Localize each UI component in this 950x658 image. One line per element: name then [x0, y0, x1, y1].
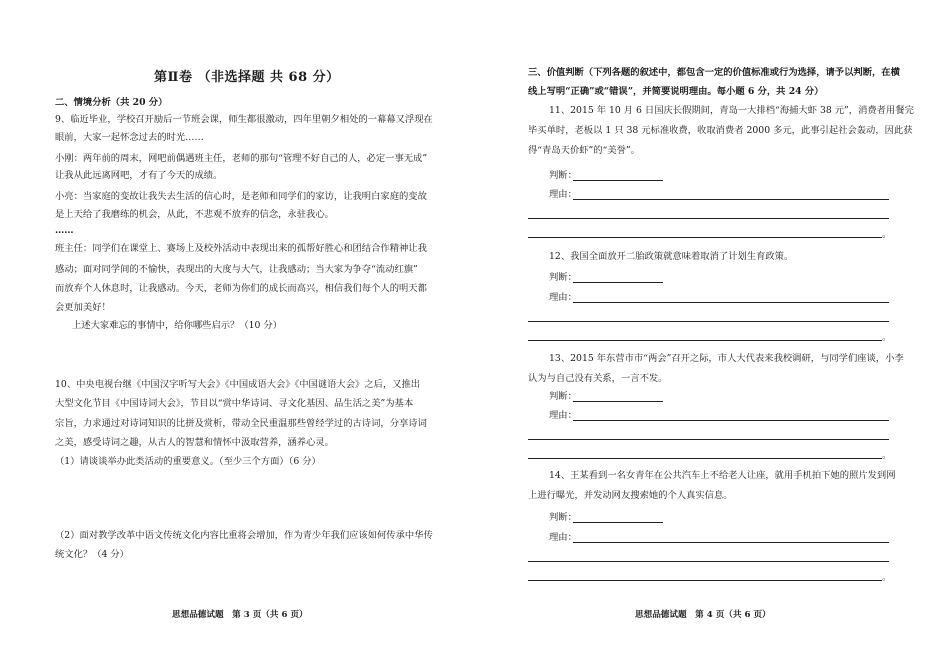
q9-line: 是上天给了我磨练的机会，从此，不悲观不放弃的信念，永驻我心。 — [55, 209, 334, 220]
q13-reason-blank[interactable] — [573, 420, 889, 421]
q9-line: 让我从此远离网吧，才有了今天的成绩。 — [55, 170, 223, 181]
q14-answer-line[interactable] — [528, 580, 882, 581]
q14-reason-blank[interactable] — [573, 542, 889, 543]
section-2-header: 二、情境分析（共 20 分） — [55, 97, 168, 108]
q11-answer-line[interactable] — [528, 237, 882, 238]
q13-line: 13、2015 年东营市市“两会”召开之际，市人大代表来我校调研，与同学们座谈，小李 — [549, 353, 904, 364]
q13-line: 认为与自己没有关系，一言不发。 — [528, 373, 668, 384]
end-period: 。 — [882, 332, 892, 343]
part-two-title: 第Ⅱ卷 （非选择题 共 68 分） — [154, 70, 340, 85]
judge-label: 判断： — [549, 512, 577, 523]
q9-line: 小刚：两年前的周末，网吧前偶遇班主任，老师的那句“管理不好自己的人，必定一事无成” — [55, 153, 428, 164]
q12-judge-blank[interactable] — [573, 282, 663, 283]
q10-sub1: （1）请谈谈举办此类活动的重要意义。（至少三个方面）（6 分） — [55, 456, 321, 467]
q13-answer-line[interactable] — [528, 458, 882, 459]
page-footer-4: 思想品德试题 第 4 页（共 6 页） — [635, 610, 771, 620]
q12-reason-blank[interactable] — [573, 302, 889, 303]
q13-answer-line[interactable] — [528, 439, 889, 440]
q11-reason-blank[interactable] — [573, 199, 889, 200]
judge-label: 判断： — [549, 170, 577, 181]
end-period: 。 — [882, 572, 892, 583]
q10-line: 宗旨，力求通过对诗词知识的比拼及赏析，带动全民重温那些曾经学过的古诗词，分享诗词 — [55, 418, 427, 429]
q11-line: 11、2015 年 10 月 6 日国庆长假期间，青岛一大排档“海捕大虾 38 元”，消费者用餐完 — [549, 105, 914, 116]
q11-answer-line[interactable] — [528, 218, 889, 219]
end-period: 。 — [882, 450, 892, 461]
q9-line: 而放弃个人休息时，让我感动。今天，老师为你们的成长而高兴，相信我们每个人的明天都 — [55, 283, 427, 294]
q9-prompt: 上述大家难忘的事情中，给你哪些启示？（10 分） — [72, 320, 283, 331]
q9-line: 感动；面对同学间的不愉快，表现出的大度与大气，让我感动；当大家为争夺“流动红旗” — [55, 264, 418, 275]
q11-judge-blank[interactable] — [573, 180, 663, 181]
reason-label: 理由： — [549, 292, 577, 303]
q14-judge-blank[interactable] — [573, 522, 663, 523]
judge-label: 判断： — [549, 272, 577, 283]
section-3-header: 三、价值判断（下列各题的叙述中，都包含一定的价值标准或行为选择，请予以判断，在横 — [528, 67, 900, 78]
page-footer-3: 思想品德试题 第 3 页（共 6 页） — [172, 610, 308, 620]
q14-answer-line[interactable] — [528, 561, 889, 562]
q9-line: 眼前，大家一起怀念过去的时光…… — [55, 132, 204, 143]
q12-line: 12、我国全面放开二胎政策就意味着取消了计划生育政策。 — [549, 251, 794, 262]
q9-line: 班主任：同学们在课堂上、赛场上及校外活动中表现出来的孤帮好胜心和团结合作精神让我 — [55, 243, 427, 254]
q9-line: …… — [55, 225, 74, 236]
q10-line: 大型文化节目《中国诗词大会》，节目以“赏中华诗词、寻文化基因、品生活之美”为基本 — [55, 398, 414, 409]
end-period: 。 — [882, 229, 892, 240]
section-3-header: 线上写明“正确”或“错误”，并简要说明理由。每小题 6 分，共 24 分） — [528, 86, 824, 97]
right-page — [475, 0, 950, 658]
q10-sub2-line: 统文化？（4 分） — [55, 549, 129, 560]
q9-line: 9、临近毕业，学校召开励后一节班会课，师生都很激动，四年里朝夕相处的一幕幕又浮现在 — [55, 114, 433, 125]
q9-line: 会更加美好！ — [55, 302, 111, 313]
q11-line: 得“青岛天价虾”的“美誉”。 — [528, 145, 640, 156]
q11-line: 毕买单时，老板以 1 只 38 元标准收费，收取消费者 2000 多元，此事引起社会轰动，因此获 — [528, 125, 913, 136]
q13-judge-blank[interactable] — [573, 401, 663, 402]
q14-line: 上进行曝光，并发动网友搜索她的个人真实信息。 — [528, 490, 733, 501]
q9-line: 小亮：当家庭的变故让我失去生活的信心时，是老师和同学们的家访，让我明白家庭的变故 — [55, 191, 427, 202]
reason-label: 理由： — [549, 532, 577, 543]
reason-label: 理由： — [549, 189, 577, 200]
q10-line: 之美，感受诗词之趣，从古人的智慧和情怀中汲取营养，涵养心灵。 — [55, 437, 334, 448]
q10-line: 10、中央电视台继《中国汉字听写大会》《中国成语大会》《中国谜语大会》之后，又推出 — [55, 379, 421, 390]
q12-answer-line[interactable] — [528, 321, 889, 322]
reason-label: 理由： — [549, 410, 577, 421]
q10-sub2-line: （2）面对教学改革中语文传统文化内容比重将会增加，作为青少年我们应该如何传承中华传 — [55, 530, 433, 541]
judge-label: 判断： — [549, 391, 577, 402]
q12-answer-line[interactable] — [528, 340, 882, 341]
q14-line: 14、王某看到一名女青年在公共汽车上不给老人让座，就用手机拍下她的照片发到网 — [549, 470, 896, 481]
